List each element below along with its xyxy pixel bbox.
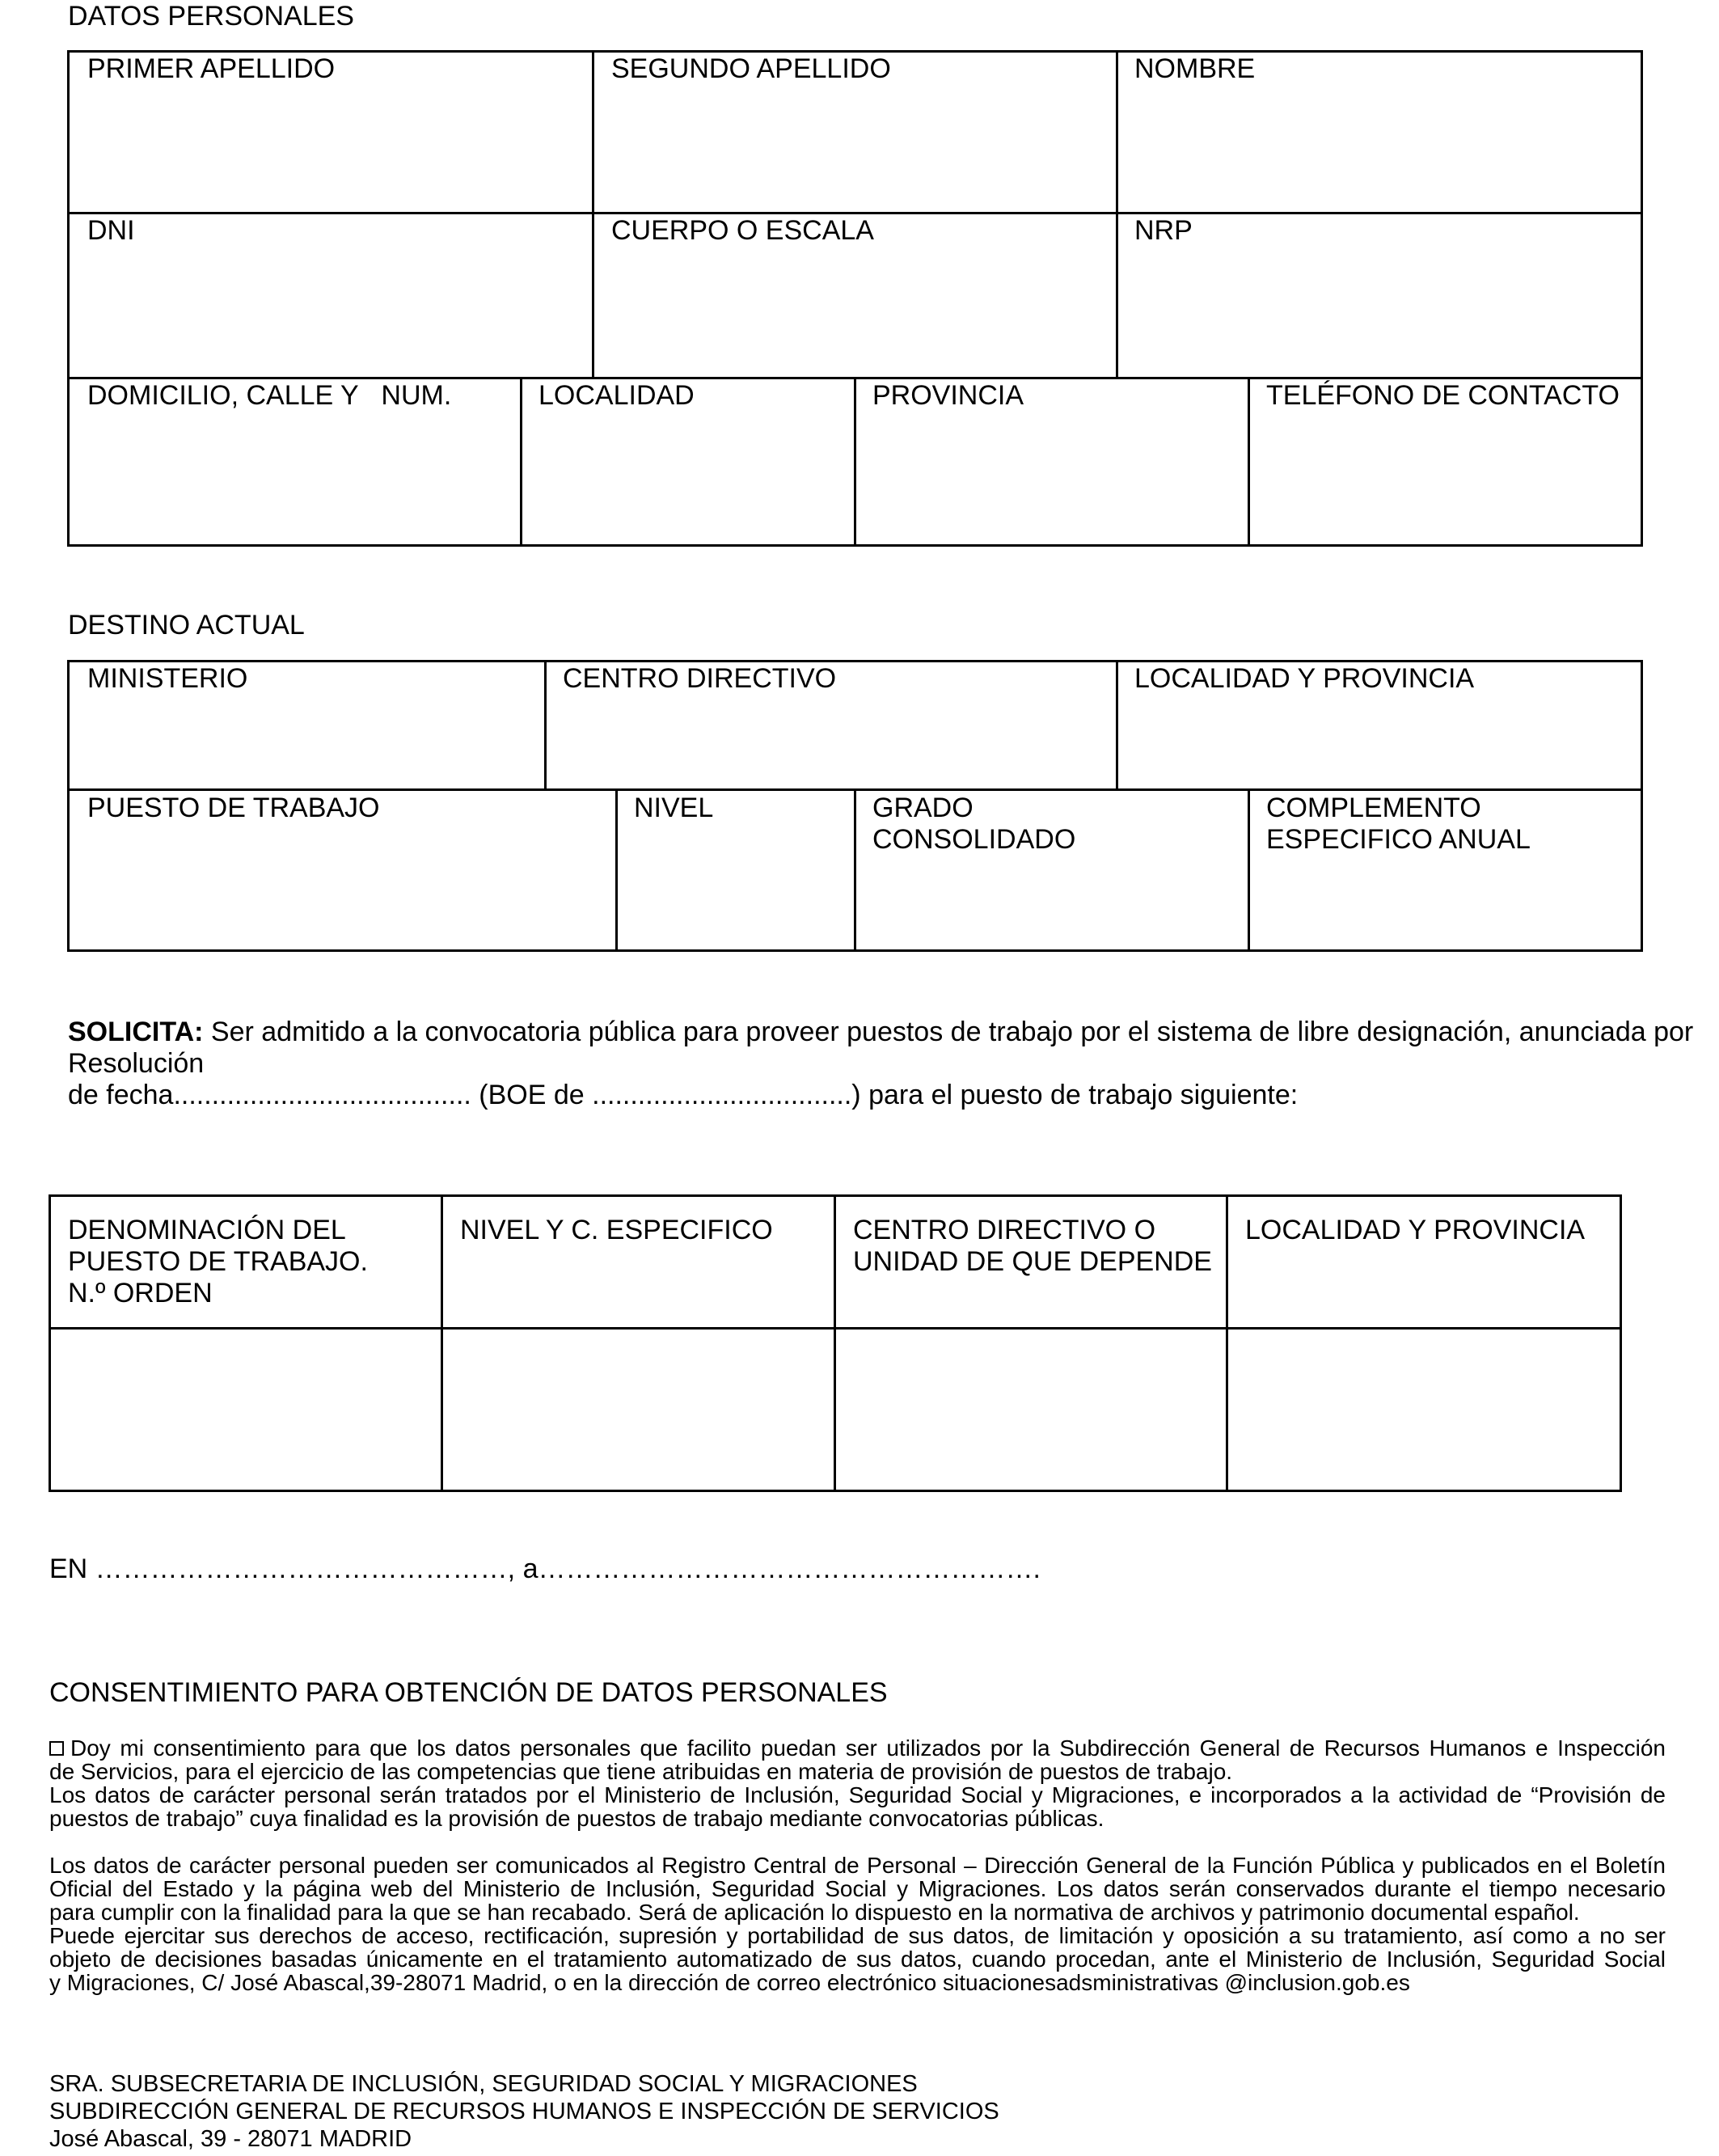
grado-label: GRADO CONSOLIDADO — [872, 793, 1076, 855]
domicilio-label: DOMICILIO, CALLE Y NUM. — [87, 380, 452, 411]
provincia-label: PROVINCIA — [872, 380, 1024, 411]
grado-field[interactable] — [856, 857, 1248, 949]
provincia-field[interactable] — [856, 416, 1248, 544]
ministerio-field[interactable] — [70, 699, 544, 788]
dni-field[interactable] — [70, 251, 592, 377]
addressee-block — [49, 2070, 999, 2153]
primer-apellido-label: PRIMER APELLIDO — [87, 53, 336, 84]
domicilio-field[interactable] — [70, 416, 520, 544]
complemento-field[interactable] — [1250, 857, 1641, 949]
localidad-provincia-puesto-field[interactable] — [1228, 1330, 1620, 1490]
dni-label: DNI — [87, 215, 135, 246]
localidad-field[interactable] — [522, 416, 854, 544]
solicita-paragraph: SOLICITA: Ser admitido a la convocatoria pública para proveer puestos de trabajo por el sistema de libre designación, anunciada por Resolución de fecha....................................... (BOE de ..................................) para el puesto de trabajo siguiente: — [68, 1017, 1694, 1110]
centro-directivo-label: CENTRO DIRECTIVO — [563, 663, 837, 694]
segundo-apellido-field[interactable] — [594, 89, 1116, 212]
consent-text: Doy mi consentimiento para que los datos personales que facilito puedan ser utilizados por la Subdirección General de Recursos Humanos e Inspección de Servicios, para el ejercicio de las competencias que tiene atribuidas en materia de provisión de puestos de trabajo. Los datos de carácter personal serán tratados por el Ministerio de Inclusión, Seguridad Social y Migraciones, e incorporados a la actividad de “Provisión de puestos de trabajo” cuya finalidad es la provisión de puestos de trabajo mediante convocatorias públicas. Los datos de carácter personal pueden ser comunicados al Registro Central de Personal – Dirección General de la Función Pública y publicados en el Boletín Oficial del Estado y la página web del Ministerio de Inclusión, Seguridad Social y Migraciones. Los datos serán conservados durante el tiempo necesario para cumplir con la finalidad para la que se han recabado. Será de aplicación lo dispuesto en la normativa de archivos y patrimonio documental español. Puede ejercitar sus derechos de acceso, rectificación, supresión y portabilidad de sus datos, de limitación y oposición a su tratamiento, así como a no ser objeto de decisiones basadas únicamente en el tratamiento automatizado de sus datos, cuando procedan, ante el Ministerio de Inclusión, Seguridad Social y Migraciones, C/ José Abascal,39-28071 Madrid, o en la dirección de correo electrónico situacionesadsministrativas @inclusion.gob.es — [49, 1735, 1666, 1995]
nivel-especifico-label: NIVEL Y C. ESPECIFICO — [460, 1215, 773, 1245]
section-title-datos-personales: DATOS PERSONALES — [68, 1, 354, 32]
localidad-provincia-label: LOCALIDAD Y PROVINCIA — [1134, 663, 1475, 694]
lugar-fecha-line[interactable]: EN ………………………………………, a………………………………………………. — [49, 1554, 1041, 1584]
segundo-apellido-label: SEGUNDO APELLIDO — [611, 53, 891, 84]
denominacion-label: DENOMINACIÓN DEL PUESTO DE TRABAJO. N.º ORDEN — [68, 1215, 368, 1308]
nrp-field[interactable] — [1118, 251, 1641, 377]
centro-unidad-label: CENTRO DIRECTIVO O UNIDAD DE QUE DEPENDE — [853, 1215, 1212, 1277]
telefono-field[interactable] — [1250, 416, 1641, 544]
ministerio-label: MINISTERIO — [87, 663, 248, 694]
nivel-especifico-field[interactable] — [443, 1330, 834, 1490]
addressee-line-2: SUBDIRECCIÓN GENERAL DE RECURSOS HUMANOS E INSPECCIÓN DE SERVICIOS — [49, 2099, 999, 2124]
primer-apellido-field[interactable] — [70, 89, 592, 212]
localidad-provincia-field[interactable] — [1118, 699, 1641, 788]
nrp-label: NRP — [1134, 215, 1193, 246]
consent-checkbox[interactable] — [49, 1741, 64, 1756]
cuerpo-escala-label: CUERPO O ESCALA — [611, 215, 874, 246]
localidad-label: LOCALIDAD — [539, 380, 695, 411]
solicita-label: SOLICITA: — [68, 1017, 204, 1047]
centro-unidad-field[interactable] — [836, 1330, 1226, 1490]
puesto-trabajo-field[interactable] — [70, 857, 615, 949]
consent-title: CONSENTIMIENTO PARA OBTENCIÓN DE DATOS PERSONALES — [49, 1677, 888, 1708]
nombre-field[interactable] — [1118, 89, 1641, 212]
denominacion-field[interactable] — [51, 1330, 441, 1490]
nombre-label: NOMBRE — [1134, 53, 1256, 84]
centro-directivo-field[interactable] — [547, 699, 1116, 788]
nivel-field[interactable] — [618, 857, 854, 949]
telefono-label: TELÉFONO DE CONTACTO — [1266, 380, 1620, 411]
puesto-trabajo-label: PUESTO DE TRABAJO — [87, 793, 380, 823]
addressee-line-3: José Abascal, 39 - 28071 MADRID — [49, 2126, 412, 2152]
addressee-line-1: SRA. SUBSECRETARIA DE INCLUSIÓN, SEGURIDAD SOCIAL Y MIGRACIONES — [49, 2071, 918, 2097]
complemento-label: COMPLEMENTO ESPECIFICO ANUAL — [1266, 793, 1531, 855]
cuerpo-escala-field[interactable] — [594, 251, 1116, 377]
localidad-provincia-puesto-label: LOCALIDAD Y PROVINCIA — [1245, 1215, 1586, 1245]
section-title-destino-actual: DESTINO ACTUAL — [68, 610, 305, 640]
nivel-label: NIVEL — [634, 793, 714, 823]
